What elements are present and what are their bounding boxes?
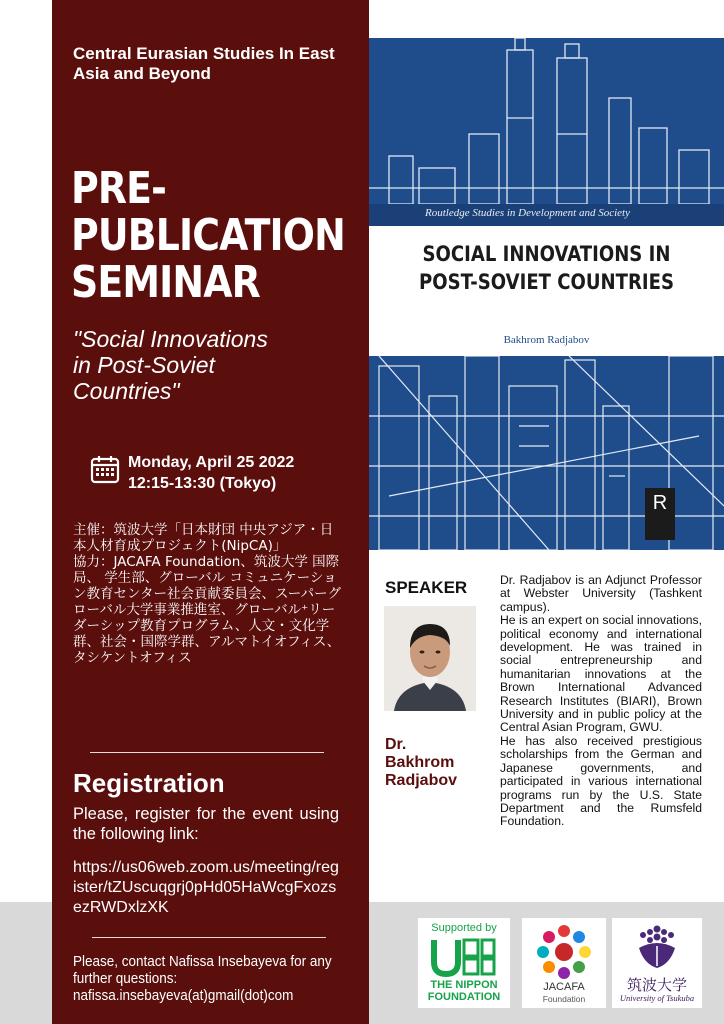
skyline-illustration-top — [369, 38, 724, 204]
nippon-foundation-logo — [418, 918, 510, 1008]
jacafa-sub: Foundation — [542, 994, 586, 1004]
cover-bottom-art — [369, 356, 724, 550]
event-time: 12:15-13:30 (Tokyo) — [128, 475, 277, 492]
event-date: Monday, April 25 2022 — [128, 454, 295, 471]
divider-1 — [90, 752, 324, 753]
jacafa-name: JACAFA — [543, 981, 585, 993]
book-cover — [369, 38, 724, 550]
bio-paragraph: He has also received prestigious scholarships from the German and Japanese governments, and participated in various international programs run by the U.S. State Department and the Rumsfeld Foundation. — [500, 733, 702, 829]
registration-link[interactable]: https://us06web.zoom.us/meeting/register/tZUscuqgrj0pHd05HaWcgFxozsezRWDxlzXK — [73, 859, 339, 916]
tsukuba-jp-name: 筑波大学 — [626, 976, 687, 994]
event-datetime — [128, 452, 294, 494]
seminar-subtitle: "Social Innovations in Post-Soviet Countries" — [73, 326, 268, 404]
left-panel — [52, 0, 369, 1024]
tsukuba-en-name: University of Tsukuba — [619, 993, 695, 1003]
publisher-logo: R — [645, 488, 675, 540]
registration-text: Please, register for the event using the following link: — [73, 805, 339, 843]
contact-text: Please, contact Nafissa Insebayeva for any further questions: — [73, 954, 332, 987]
cover-top-art — [369, 38, 724, 226]
jacafa-emblem-icon — [536, 922, 592, 980]
organizers-text — [73, 522, 343, 666]
nippon-supported-text: Supported by — [431, 922, 497, 934]
speaker-label: SPEAKER — [385, 578, 468, 597]
cover-series: Routledge Studies in Development and Society — [425, 207, 630, 219]
tsukuba-logo — [612, 918, 702, 1008]
seminar-title: PRE- PUBLICATION SEMINAR — [71, 163, 345, 308]
contact-info — [73, 954, 338, 1005]
organizers-japanese: 主催：筑波大学「日本財団 中央アジア・日本人材育成プロジェクト(NipCA)」 協力：JACAFA Foundation、筑波大学 国際局、 学生部、グローバル コミュニケーション教育センター社会貢献委員会、スーパーグローバル大学事業推進室、グローバル⁺リーダーシップ教育プログラム、人文・文化学群、社会・国際学群、アルマトイオフィス、タシケントオフィス — [73, 522, 342, 666]
calendar-icon — [90, 454, 120, 484]
cover-title: SOCIAL INNOVATIONS IN POST-SOVIET COUNTRIES — [419, 242, 674, 294]
speaker-photo — [384, 606, 476, 711]
divider-2 — [92, 937, 326, 938]
contact-email[interactable]: nafissa.insebayeva(at)gmail(dot)com — [73, 988, 294, 1004]
cover-author: Bakhrom Radjabov — [503, 334, 590, 346]
nippon-name: THE NIPPON FOUNDATION — [427, 979, 501, 1003]
bio-paragraph: Dr. Radjabov is an Adjunct Professor at Webster University (Tashkent campus). — [500, 573, 702, 614]
speaker-name: Dr. Bakhrom Radjabov — [385, 736, 458, 789]
series-title: Central Eurasian Studies In East Asia and Beyond — [73, 44, 335, 83]
jacafa-logo — [522, 918, 606, 1008]
paulownia-crest-icon — [636, 924, 678, 970]
nippon-mark-icon — [430, 936, 498, 978]
bio-paragraph: He is an expert on social innovations, political economy and international development. He was trained in social entrepreneurship and humanitarian innovations at the Brown International Advanced Research Institutes (BIARI), Brown University and in public policy at the Central Asian Program, GWU. — [500, 613, 702, 735]
speaker-bio — [500, 574, 702, 829]
registration-heading: Registration — [73, 768, 225, 798]
